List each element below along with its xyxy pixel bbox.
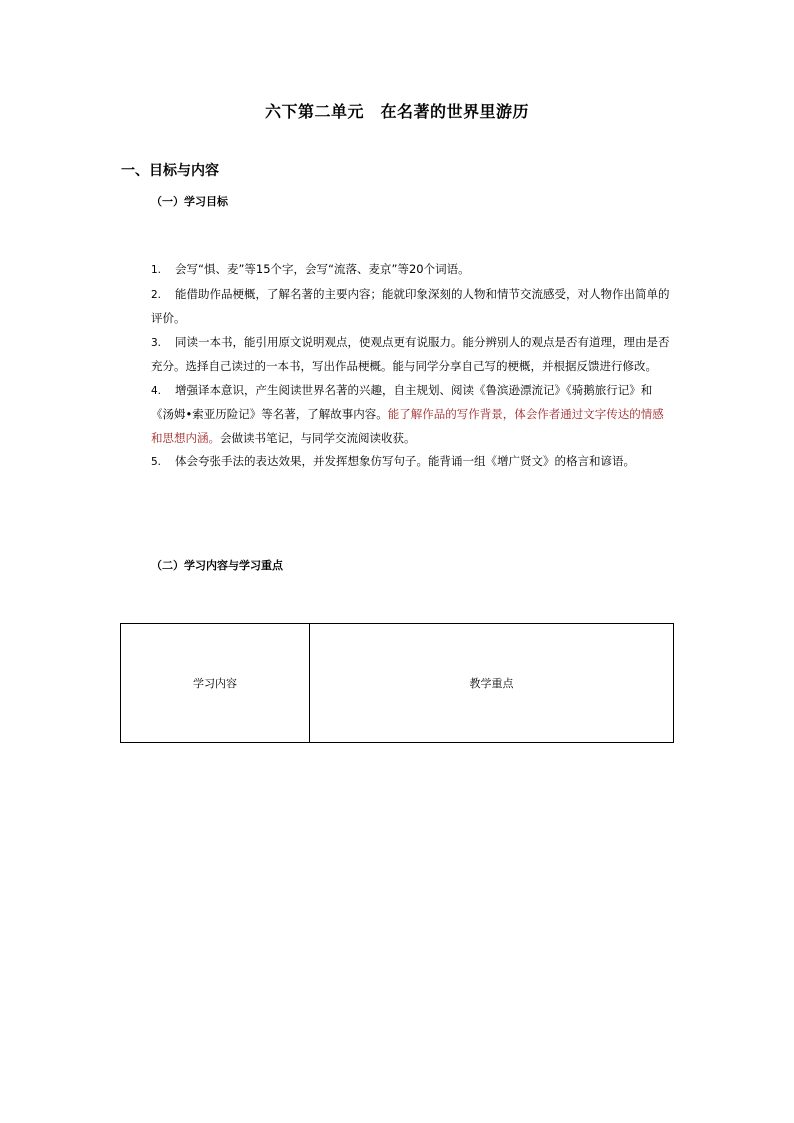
goal-item-1: [151, 258, 675, 283]
goal-tail-text: 会做读书笔记，与同学交流阅读收获。: [220, 430, 416, 445]
goal-text: 体会夸张手法的表达效果，并发挥想象仿写句子。能背诵一组《增广贤文》的格言和谚语。: [175, 454, 635, 468]
goal-text: 会写“惧、麦”等15个字，会写“流落、麦京”等20个词语。: [175, 262, 470, 276]
goal-item-3: [151, 331, 675, 379]
table-header-focus: 教学重点: [469, 677, 514, 690]
goal-item-5: [151, 450, 675, 475]
goal-number: 4.: [151, 384, 162, 397]
goals-list: [151, 258, 675, 475]
goal-number: 5.: [151, 456, 162, 468]
goal-item-2: [151, 283, 675, 331]
section-heading-goals-content: 一、目标与内容: [121, 163, 219, 179]
page-title: 六下第二单元 在名著的世界里游历: [264, 102, 529, 121]
goal-text: 同读一本书，能引用原文说明观点，使观点更有说服力。能分辨别人的观点是否有道理，理由是否充分。选择自己读过的一本书，写出作品梗概。能与同学分享自己写的梗概，并根据反馈进行修改。: [151, 334, 670, 373]
goal-number: 3.: [151, 336, 162, 349]
sub-heading-learning-goals: （一）学习目标: [151, 195, 228, 208]
goal-number: 2.: [151, 288, 162, 301]
goal-number: 1.: [151, 264, 162, 276]
content-focus-table: [120, 623, 674, 743]
goal-text: 能借助作品梗概，了解名著的主要内容；能就印象深刻的人物和情节交流感受，对人物作出简单的评价。: [151, 286, 670, 325]
sub-heading-content-focus: （二）学习内容与学习重点: [151, 559, 283, 572]
goal-item-4: [151, 379, 675, 451]
goal-text: 增强译本意识，产生阅读世界名著的兴趣，自主规划、阅读《鲁滨逊漂流记》《骑鹅旅行记》和《汤姆•索亚历险记》等名著，了解故事内容。: [151, 382, 653, 421]
goal-highlight-text: 能了解作品的写作背景，体会作者通过文字传达的情感和思想内涵。: [151, 407, 664, 445]
table-header-content: 学习内容: [121, 624, 310, 742]
